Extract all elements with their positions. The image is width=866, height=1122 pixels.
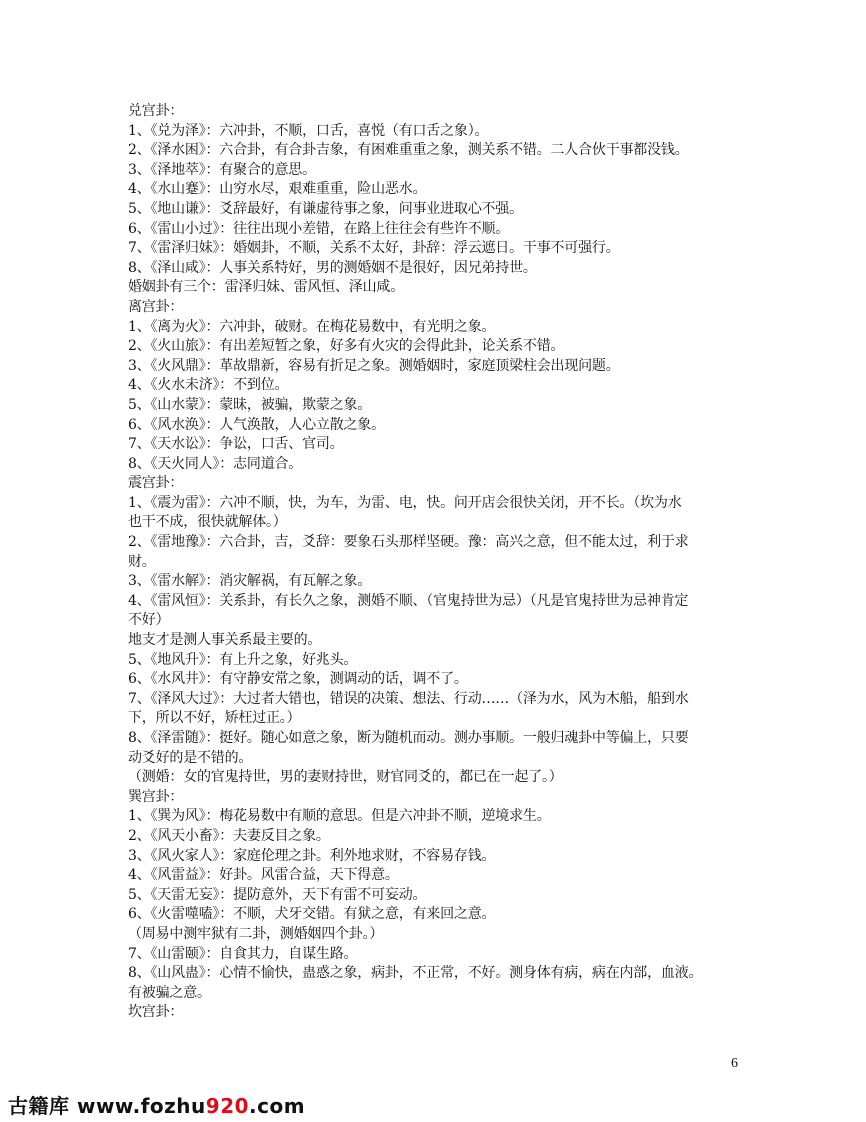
text-line: 3、《泽地萃》：有聚合的意思。 <box>128 161 316 178</box>
footer-brand-name: 古籍库 <box>8 1094 70 1118</box>
text-line: 5、《地风升》：有上升之象，好兆头。 <box>128 651 358 668</box>
text-line: 6、《火雷噬嗑》：不顺，犬牙交错。有狱之意，有来回之意。 <box>128 906 496 923</box>
text-line: 5、《天雷无妄》：提防意外，天下有雷不可妄动。 <box>128 886 427 903</box>
text-line: 下，所以不好，矫枉过正。） <box>128 710 301 727</box>
text-line: 1、《兑为泽》：六冲卦，不顺，口舌，喜悦（有口舌之象）。 <box>128 122 489 139</box>
text-line: 3、《风火家人》：家庭伦理之卦。利外地求财，不容易存钱。 <box>128 847 496 864</box>
text-line: 8、《天火同人》：志同道合。 <box>128 455 303 472</box>
footer-url-suffix: .com <box>249 1094 306 1118</box>
text-line: 有被骗之意。 <box>128 984 211 1001</box>
text-line: 坎宫卦： <box>128 1004 184 1021</box>
text-line: 7、《泽风大过》：大过者大错也，错误的决策、想法、行动……（泽为水，风为木船，船到水 <box>128 690 689 707</box>
text-line: 7、《山雷颐》：自食其力，自谋生路。 <box>128 945 358 962</box>
text-line: 2、《泽水困》：六合卦，有合卦吉象，有困难重重之象，测关系不错。二人合伙干事都没钱。 <box>128 142 689 159</box>
text-line: 5、《山水蒙》：蒙昧，被骗，欺蒙之象。 <box>128 396 372 413</box>
footer-watermark[interactable] <box>8 1090 305 1119</box>
text-line: 2、《风天小畜》：夫妻反目之象。 <box>128 827 330 844</box>
text-line: 5、《地山谦》：爻辞最好，有谦虚待事之象，问事业进取心不强。 <box>128 200 523 217</box>
text-line: 4、《水山蹇》：山穷水尽，艰难重重，险山恶水。 <box>128 181 427 198</box>
text-line: 8、《泽山咸》：人事关系特好，男的测婚姻不是很好，因兄弟持世。 <box>128 259 537 276</box>
text-line: 婚姻卦有三个：雷泽归妹、雷风恒、泽山咸。 <box>128 279 404 296</box>
text-line: 也干不成，很快就解体。） <box>128 514 287 531</box>
text-line: 1、《巽为风》：梅花易数中有顺的意思。但是六冲卦不顺，逆境求生。 <box>128 808 551 825</box>
text-line: 2、《雷地豫》：六合卦，吉，爻辞：要象石头那样坚硬。豫：高兴之意，但不能太过，利于求 <box>128 534 689 551</box>
text-line: 3、《火风鼎》：革故鼎新，容易有折足之象。测婚姻时，家庭顶梁柱会出现问题。 <box>128 357 620 374</box>
text-line: （测婚：女的官鬼持世，男的妻财持世，财官同爻的，都已在一起了。） <box>128 769 563 786</box>
text-line: 不好） <box>128 612 170 629</box>
text-line: 3、《雷水解》：消灾解祸，有瓦解之象。 <box>128 573 372 590</box>
text-line: 6、《水风井》：有守静安常之象，测调动的话，调不了。 <box>128 671 468 688</box>
text-line: 1、《离为火》：六冲卦，破财。在梅花易数中，有光明之象。 <box>128 318 496 335</box>
text-line: 1、《震为雷》：六冲不顺，快，为车，为雷、电，快。问开店会很快关闭，开不长。（坎为水 <box>128 494 682 511</box>
text-line: 7、《天水讼》：争讼，口舌、官司。 <box>128 436 344 453</box>
text-line: 4、《雷风恒》：关系卦，有长久之象，测婚不顺、（官鬼持世为忌）（凡是官鬼持世为忌神肯定 <box>128 592 689 609</box>
text-line: 动爻好的是不错的。 <box>128 749 253 766</box>
text-line: 兑宫卦： <box>128 103 184 119</box>
footer-url-prefix: www.fozhu <box>76 1094 206 1118</box>
text-line: 6、《风水涣》：人气涣散，人心立散之象。 <box>128 416 385 433</box>
text-line: 巽宫卦： <box>128 788 184 805</box>
text-line: 2、《火山旅》：有出差短暂之象，好多有火灾的会得此卦，论关系不错。 <box>128 338 565 355</box>
document-body <box>128 102 748 1023</box>
text-line: 8、《泽雷随》：挺好。随心如意之象，断为随机而动。测办事顺。一般归魂卦中等偏上，只要 <box>128 730 689 746</box>
text-line: 7、《雷泽归妹》：婚姻卦，不顺，关系不太好，卦辞：浮云遮日。干事不可强行。 <box>128 240 620 257</box>
text-line: 4、《火水未济》：不到位。 <box>128 377 289 394</box>
text-line: 8、《山风蛊》：心情不愉快，蛊惑之象，病卦，不正常，不好。测身体有病，病在内部，血液。 <box>128 965 703 982</box>
text-line: （周易中测牢狱有二卦，测婚姻四个卦。） <box>128 925 384 942</box>
text-line: 6、《雷山小过》：往往出现小差错，在路上往往会有些许不顺。 <box>128 220 510 237</box>
text-line: 离宫卦： <box>128 298 184 315</box>
text-line: 震宫卦： <box>128 475 184 492</box>
footer-url-number: 920 <box>205 1094 250 1118</box>
page-number: 6 <box>731 1056 738 1071</box>
text-line: 财。 <box>128 553 156 570</box>
text-line: 4、《风雷益》：好卦。风雷合益，天下得意。 <box>128 867 399 884</box>
text-line: 地支才是测人事关系最主要的。 <box>128 632 322 649</box>
